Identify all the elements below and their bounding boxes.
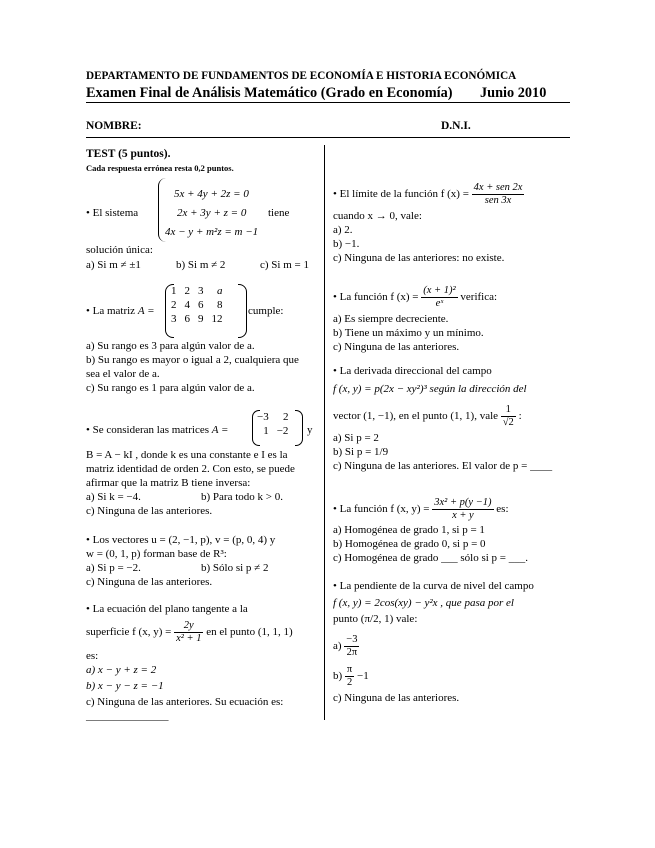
q2-matrix: 1 2 3 a 2 4 6 8 3 6 9 12 bbox=[171, 285, 223, 325]
q7-option-b: b) Tiene un máximo y un mínimo. bbox=[333, 327, 484, 339]
header-rule bbox=[86, 102, 570, 103]
exam-title: Examen Final de Análisis Matemático (Grado en Economía) bbox=[86, 85, 453, 101]
q8-fraction: $\frac{1}{√2}$ bbox=[502, 404, 514, 428]
q7-intro: La función f (x) = bbox=[339, 291, 419, 304]
q3-var: A = bbox=[211, 424, 229, 436]
name-rule bbox=[86, 137, 570, 138]
q2-var: A = bbox=[137, 305, 155, 317]
q4-line2: w = (0, 1, p) forman base de R³: bbox=[86, 548, 227, 560]
q8-option-c: c) Ninguna de las anteriores. El valor de p = ____ bbox=[333, 460, 553, 472]
q6-line2: cuando x → 0, vale: bbox=[333, 210, 422, 222]
q5-answer-blank: _______________ bbox=[86, 710, 169, 722]
q10-line2: f (x, y) = 2cos(xy) − y²x , que pasa por el bbox=[333, 597, 514, 609]
department-heading: DEPARTAMENTO DE FUNDAMENTOS DE ECONOMÍA E HISTORIA ECONÓMICA bbox=[86, 70, 517, 82]
q5-line1: La ecuación del plano tangente a la bbox=[92, 603, 248, 615]
bullet: • bbox=[333, 291, 337, 304]
q9-option-c: c) Homogénea de grado ___ sólo si p = ___. bbox=[333, 552, 528, 564]
q7-option-c: c) Ninguna de las anteriores. bbox=[333, 341, 460, 353]
matrix-right-paren bbox=[238, 284, 247, 338]
q6-option-a: a) 2. bbox=[333, 224, 353, 236]
q7-post: verifica: bbox=[460, 291, 498, 304]
q10-option-b-fraction: $\frac{\pi}{2}$ bbox=[346, 664, 353, 688]
q9-fraction: $\frac{\text{3x² + p(y −1)}}{x + y}$ bbox=[434, 497, 492, 521]
q5-option-b: b) x − y − z = −1 bbox=[86, 680, 164, 692]
test-title: TEST (5 puntos). bbox=[86, 148, 171, 160]
q6-intro: El límite de la función f (x) = bbox=[339, 188, 469, 201]
q1-option-c: c) Si m = 1 bbox=[260, 259, 309, 271]
q8-option-b: b) Si p = 1/9 bbox=[333, 446, 389, 458]
q5-post: en el punto (1, 1, 1) bbox=[206, 626, 293, 639]
q8-option-a: a) Si p = 2 bbox=[333, 432, 379, 444]
q5-pre: superficie f (x, y) = bbox=[86, 626, 172, 639]
q10-option-c: c) Ninguna de las anteriores. bbox=[333, 692, 460, 704]
q6-option-b: b) −1. bbox=[333, 238, 360, 250]
q2-option-c: c) Su rango es 1 para algún valor de a. bbox=[86, 382, 255, 394]
bullet: • bbox=[86, 305, 90, 317]
matrix-right-paren bbox=[295, 410, 303, 446]
q1-intro: El sistema bbox=[92, 207, 139, 219]
q8-line3: vector (1, −1), en el punto (1, 1), vale bbox=[333, 410, 499, 423]
q4-line1: Los vectores u = (2, −1, p), v = (p, 0, 4) y bbox=[92, 534, 276, 546]
q3-option-c: c) Ninguna de las anteriores. bbox=[86, 505, 213, 517]
q2-option-b-line1: b) Su rango es mayor o igual a 2, cualquiera que bbox=[86, 354, 299, 366]
q1-tail: solución única: bbox=[86, 244, 153, 256]
q9-post: es: bbox=[496, 503, 509, 516]
q4-option-a: a) Si p = −2. bbox=[86, 562, 141, 574]
q5-fraction: $\frac{2y}{\text{x² + 1}}$ bbox=[176, 620, 202, 644]
q3-line1: B = A − kI , donde k es una constante e I es la bbox=[86, 449, 288, 461]
q2-option-b-line2: sea el valor de a. bbox=[86, 368, 160, 380]
q6-fraction: $\frac{\text{4x + sen 2x}}{\text{sen 3x}}$ bbox=[473, 182, 523, 206]
q3-matrix: −3 2 1 −2 bbox=[257, 411, 289, 437]
bullet: • bbox=[86, 534, 90, 546]
q8-colon: : bbox=[518, 410, 522, 423]
q1-eq3: 4x − y + m²z = m −1 bbox=[165, 226, 259, 238]
q7-option-a: a) Es siempre decreciente. bbox=[333, 313, 449, 325]
q10-option-a-fraction: $\frac{-3}{2\pi}$ bbox=[346, 634, 358, 658]
bullet: • bbox=[333, 188, 337, 201]
q10-option-b-label: b) bbox=[333, 670, 343, 683]
q9-intro: La función f (x, y) = bbox=[339, 503, 430, 516]
q5-option-c: c) Ninguna de las anteriores. Su ecuación es: bbox=[86, 696, 284, 708]
bullet: • bbox=[333, 580, 337, 592]
q9-option-b: b) Homogénea de grado 0, si p = 0 bbox=[333, 538, 486, 550]
q5-es: es: bbox=[86, 650, 99, 662]
q8-line2: f (x, y) = p(2x − xy²)³ según la dirección del bbox=[333, 383, 527, 395]
q3-option-a: a) Si k = −4. bbox=[86, 491, 141, 503]
q10-line1: La pendiente de la curva de nivel del campo bbox=[339, 580, 534, 592]
q4-option-c: c) Ninguna de las anteriores. bbox=[86, 576, 213, 588]
q3-line3: afirmar que la matriz B tiene inversa: bbox=[86, 477, 251, 489]
exam-date: Junio 2010 bbox=[480, 85, 547, 101]
bullet: • bbox=[86, 424, 90, 436]
column-divider bbox=[324, 145, 325, 720]
bullet: • bbox=[333, 503, 337, 516]
q3-option-b: b) Para todo k > 0. bbox=[201, 491, 283, 503]
q1-option-b: b) Si m ≠ 2 bbox=[176, 259, 226, 271]
q8-line1: La derivada direccional del campo bbox=[339, 365, 492, 377]
q10-option-a-label: a) bbox=[333, 640, 342, 653]
name-label: NOMBRE: bbox=[86, 120, 142, 132]
bullet: • bbox=[86, 207, 90, 219]
q1-eq1: 5x + 4y + 2z = 0 bbox=[174, 188, 249, 200]
q7-fraction: $\frac{\text{(x + 1)²}}{\text{eˣ}}$ bbox=[423, 285, 456, 309]
q3-y: y bbox=[307, 424, 313, 436]
q2-intro: La matriz bbox=[92, 305, 136, 317]
q3-line2: matriz identidad de orden 2. Con esto, se puede bbox=[86, 463, 295, 475]
q1-eq2: 2x + 3y + z = 0 bbox=[177, 207, 247, 219]
q1-option-a: a) Si m ≠ ±1 bbox=[86, 259, 141, 271]
q2-option-a: a) Su rango es 3 para algún valor de a. bbox=[86, 340, 255, 352]
q5-option-a: a) x − y + z = 2 bbox=[86, 664, 157, 676]
q9-option-a: a) Homogénea de grado 1, si p = 1 bbox=[333, 524, 485, 536]
test-note: Cada respuesta errónea resta 0,2 puntos. bbox=[86, 163, 234, 173]
bullet: • bbox=[86, 603, 90, 615]
dni-label: D.N.I. bbox=[441, 120, 471, 132]
q6-option-c: c) Ninguna de las anteriores: no existe. bbox=[333, 252, 505, 264]
q2-verb: cumple: bbox=[248, 305, 284, 317]
q3-intro: Se consideran las matrices bbox=[92, 424, 209, 436]
q1-tiene: tiene bbox=[268, 207, 290, 219]
q10-option-b-tail: −1 bbox=[356, 670, 369, 683]
q10-line3: punto (π/2, 1) vale: bbox=[333, 613, 418, 625]
q4-option-b: b) Sólo si p ≠ 2 bbox=[201, 562, 269, 574]
bullet: • bbox=[333, 365, 337, 377]
